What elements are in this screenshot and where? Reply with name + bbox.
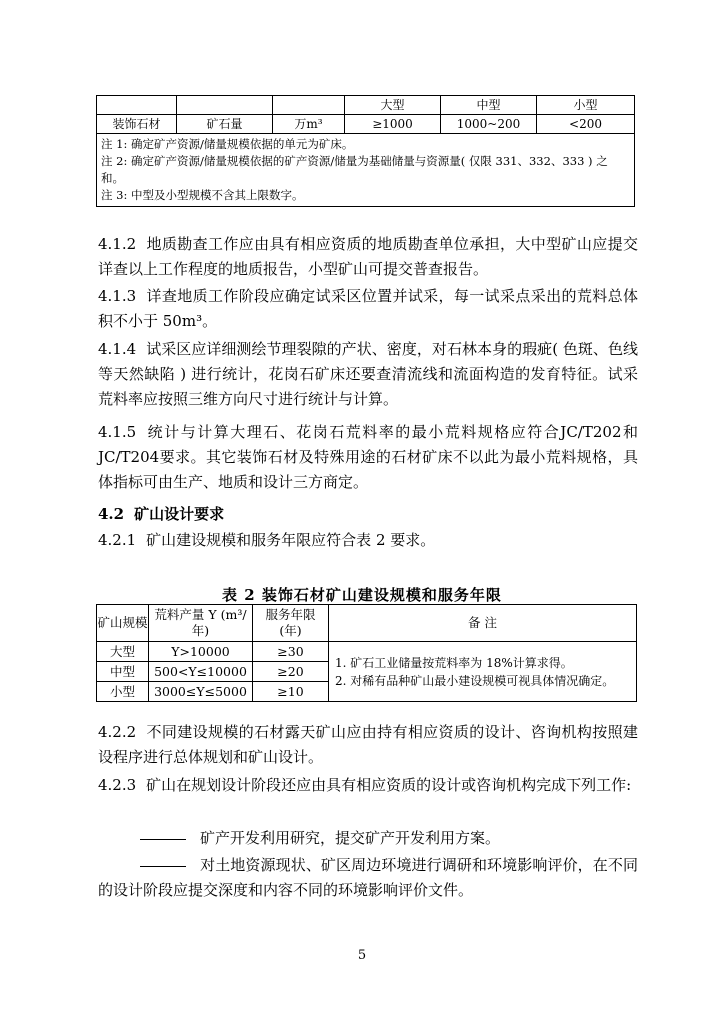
table-cell: 大型 — [97, 642, 149, 662]
clause-text: 详查地质工作阶段应确定试采区位置并试采，每一试采点采出的荒料总体积不小于 50m³。 — [98, 287, 638, 330]
table-cell: 3000≤Y≤5000 — [149, 682, 253, 702]
clause-number: 4.2.1 — [98, 531, 137, 549]
clause-text: 地质勘查工作应由具有相应资质的地质勘查单位承担，大中型矿山应提交详查以上工作程度的地质报告，小型矿山可提交普查报告。 — [98, 235, 638, 278]
dash-bullet — [140, 866, 186, 867]
dash-bullet — [140, 839, 186, 840]
section-4-2-3 — [98, 773, 638, 798]
table-cell: ≥30 — [253, 642, 329, 662]
table-cell: <200 — [537, 115, 635, 134]
section-heading-4-2 — [98, 502, 638, 527]
list-item — [98, 853, 638, 903]
table-header-cell: 服务年限 (年) — [253, 605, 329, 642]
section-4-2-2 — [98, 720, 638, 770]
table-header-cell: 中型 — [441, 96, 537, 115]
table-header-cell: 矿山规模 — [97, 605, 149, 642]
table-header-cell: 大型 — [345, 96, 441, 115]
table-row — [97, 642, 637, 662]
section-4-1-3 — [98, 284, 638, 334]
clause-number: 4.2.3 — [98, 776, 137, 794]
clause-number: 4.1.3 — [98, 287, 137, 305]
section-4-1-4 — [98, 337, 638, 412]
table-header-cell: 备 注 — [329, 605, 637, 642]
page-number: 5 — [357, 948, 367, 963]
table-header-cell: 小型 — [537, 96, 635, 115]
table-cell — [177, 96, 273, 115]
table-cell: 装饰石材 — [97, 115, 177, 134]
clause-number: 4.2.2 — [98, 723, 137, 741]
table-caption: 表 2 装饰石材矿山建设规模和服务年限 — [222, 586, 502, 604]
table-cell: ≥1000 — [345, 115, 441, 134]
scale-table-continuation — [96, 95, 635, 207]
list-item — [98, 826, 638, 851]
table-cell — [97, 96, 177, 115]
table-row — [97, 96, 635, 115]
table-cell: 1000~200 — [441, 115, 537, 134]
table-header-cell: 荒料产量 Y (m³/年) — [149, 605, 253, 642]
list-item-text: 对土地资源现状、矿区周边环境进行调研和环境影响评价，在不同的设计阶段应提交深度和内容不同的环境影响评价文件。 — [98, 856, 638, 899]
remark-item: 1. 矿石工业储量按荒料率为 18%计算求得。 — [335, 655, 573, 670]
clause-text: 矿山在规划设计阶段还应由具有相应资质的设计或咨询机构完成下列工作: — [146, 776, 632, 794]
clause-number: 4.1.2 — [98, 235, 137, 253]
clause-text: 矿山建设规模和服务年限应符合表 2 要求。 — [146, 531, 436, 549]
table-cell: 万m³ — [273, 115, 345, 134]
section-4-2-1 — [98, 528, 638, 553]
table-note: 注 3: 中型及小型规模不含其上限数字。 — [101, 188, 304, 202]
section-number: 4.2 — [98, 505, 125, 523]
table-cell: ≥20 — [253, 662, 329, 682]
clause-number: 4.1.4 — [98, 340, 137, 358]
section-title: 矿山设计要求 — [134, 505, 225, 523]
section-4-1-2 — [98, 232, 638, 282]
table-cell — [273, 96, 345, 115]
table-cell: Y>10000 — [149, 642, 253, 662]
section-4-1-5 — [98, 420, 638, 495]
clause-text: 试采区应详细测绘节理裂隙的产状、密度，对石林本身的瑕疵( 色斑、色线等天然缺陷 ) 进行统计，花岗石矿床还要查清流线和流面构造的发育特征。试采荒料率应按照三维方向尺寸进行统计与计算。 — [98, 340, 638, 408]
clause-text: 统计与计算大理石、花岗石荒料率的最小荒料规格应符合JC/T202和JC/T204要求。其它装饰石材及特殊用途的石材矿床不以此为最小荒料规格，具体指标可由生产、地质和设计三方商定。 — [98, 423, 638, 491]
table-cell: 小型 — [97, 682, 149, 702]
remarks-cell — [329, 642, 637, 702]
table-cell: 中型 — [97, 662, 149, 682]
table-header-row — [97, 605, 637, 642]
table-note: 注 1: 确定矿产资源/储量规模依据的单元为矿床。 — [101, 137, 354, 151]
construction-scale-table — [96, 604, 637, 702]
list-item-text: 矿产开发利用研究，提交矿产开发利用方案。 — [200, 829, 501, 847]
table-note: 注 2: 确定矿产资源/储量规模依据的矿产资源/储量为基础储量与资源量( 仅限 331、332、333 ) 之和。 — [101, 154, 608, 185]
table-row — [97, 115, 635, 134]
table-notes — [97, 134, 635, 207]
clause-text: 不同建设规模的石材露天矿山应由持有相应资质的设计、咨询机构按照建设程序进行总体规划和矿山设计。 — [98, 723, 638, 766]
table-cell: ≥10 — [253, 682, 329, 702]
table-cell: 矿石量 — [177, 115, 273, 134]
remark-item: 2. 对稀有品种矿山最小建设规模可视具体情况确定。 — [335, 673, 615, 688]
table-notes-row — [97, 134, 635, 207]
table-cell: 500<Y≤10000 — [149, 662, 253, 682]
clause-number: 4.1.5 — [98, 423, 137, 441]
